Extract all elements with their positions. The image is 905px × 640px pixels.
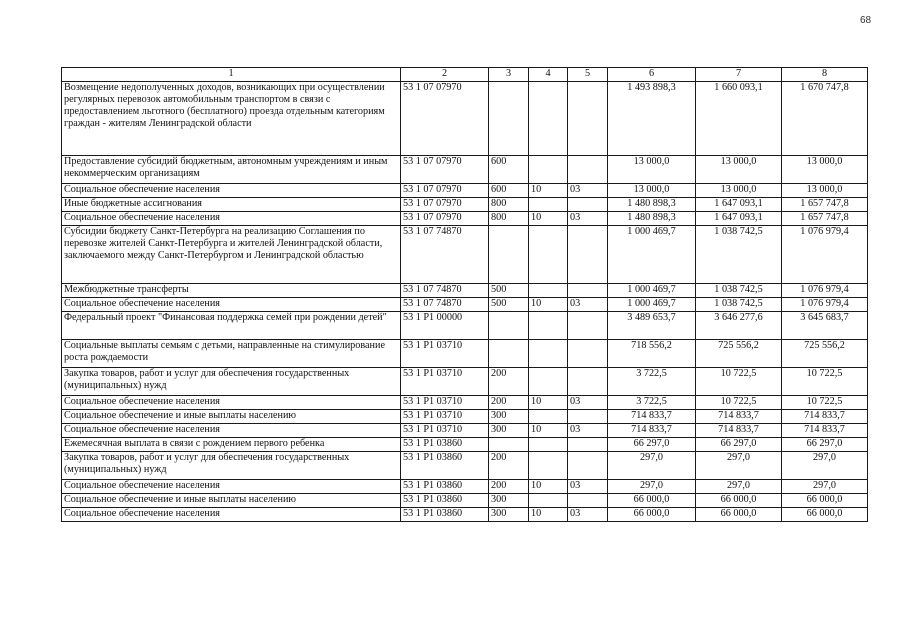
section-cell bbox=[529, 198, 568, 212]
target-article-cell: 53 1 07 07970 bbox=[401, 82, 489, 156]
row-name-cell: Социальное обеспечение населения bbox=[62, 184, 401, 198]
table-row bbox=[62, 340, 868, 368]
target-article-cell: 53 1 P1 03710 bbox=[401, 368, 489, 396]
expense-type-cell bbox=[489, 312, 529, 340]
expense-type-cell bbox=[489, 226, 529, 284]
table-row bbox=[62, 156, 868, 184]
row-name-cell: Межбюджетные трансферты bbox=[62, 284, 401, 298]
subsection-cell bbox=[568, 312, 608, 340]
expense-type-cell: 300 bbox=[489, 508, 529, 522]
section-cell bbox=[529, 82, 568, 156]
subsection-cell bbox=[568, 226, 608, 284]
expense-type-cell: 500 bbox=[489, 284, 529, 298]
header-cell: 3 bbox=[489, 68, 529, 82]
amount-year1-cell: 66 000,0 bbox=[608, 494, 696, 508]
amount-year2-cell: 297,0 bbox=[696, 452, 782, 480]
target-article-cell: 53 1 P1 03860 bbox=[401, 452, 489, 480]
amount-year2-cell: 10 722,5 bbox=[696, 368, 782, 396]
row-name-cell: Субсидии бюджету Санкт-Петербурга на реализацию Соглашения по перевозке жителей Санкт-Петербурга и жителей Ленинградской области, заключаемого между Санкт-Петербургом и Ленинградской областью bbox=[62, 226, 401, 284]
amount-year3-cell: 3 645 683,7 bbox=[782, 312, 868, 340]
target-article-cell: 53 1 07 74870 bbox=[401, 284, 489, 298]
target-article-cell: 53 1 P1 00000 bbox=[401, 312, 489, 340]
section-cell: 10 bbox=[529, 298, 568, 312]
amount-year1-cell: 13 000,0 bbox=[608, 184, 696, 198]
expense-type-cell: 200 bbox=[489, 480, 529, 494]
amount-year2-cell: 1 038 742,5 bbox=[696, 226, 782, 284]
row-name-cell: Социальное обеспечение населения bbox=[62, 508, 401, 522]
amount-year2-cell: 297,0 bbox=[696, 480, 782, 494]
table-row bbox=[62, 212, 868, 226]
amount-year2-cell: 725 556,2 bbox=[696, 340, 782, 368]
expense-type-cell: 300 bbox=[489, 410, 529, 424]
section-cell: 10 bbox=[529, 508, 568, 522]
expense-type-cell: 300 bbox=[489, 494, 529, 508]
amount-year1-cell: 297,0 bbox=[608, 452, 696, 480]
section-cell bbox=[529, 156, 568, 184]
row-name-cell: Закупка товаров, работ и услуг для обеспечения государственных (муниципальных) нужд bbox=[62, 452, 401, 480]
amount-year1-cell: 1 480 898,3 bbox=[608, 212, 696, 226]
subsection-cell bbox=[568, 452, 608, 480]
subsection-cell: 03 bbox=[568, 480, 608, 494]
amount-year1-cell: 1 000 469,7 bbox=[608, 226, 696, 284]
target-article-cell: 53 1 P1 03710 bbox=[401, 396, 489, 410]
section-cell bbox=[529, 452, 568, 480]
row-name-cell: Социальные выплаты семьям с детьми, направленные на стимулирование роста рождаемости bbox=[62, 340, 401, 368]
table-row bbox=[62, 452, 868, 480]
expense-type-cell: 200 bbox=[489, 396, 529, 410]
table-row bbox=[62, 82, 868, 156]
subsection-cell bbox=[568, 438, 608, 452]
header-cell: 5 bbox=[568, 68, 608, 82]
amount-year1-cell: 297,0 bbox=[608, 480, 696, 494]
amount-year1-cell: 718 556,2 bbox=[608, 340, 696, 368]
row-name-cell: Предоставление субсидий бюджетным, автономным учреждениям и иным некоммерческим организациям bbox=[62, 156, 401, 184]
header-cell: 7 bbox=[696, 68, 782, 82]
amount-year3-cell: 1 657 747,8 bbox=[782, 212, 868, 226]
amount-year2-cell: 1 647 093,1 bbox=[696, 212, 782, 226]
row-name-cell: Возмещение недополученных доходов, возникающих при осуществлении регулярных перевозок автомобильным транспортом в связи с предоставлением льготного (бесплатного) проезда отдельным категориям граждан - жителям Ленинградской области bbox=[62, 82, 401, 156]
target-article-cell: 53 1 07 74870 bbox=[401, 298, 489, 312]
amount-year3-cell: 714 833,7 bbox=[782, 424, 868, 438]
amount-year3-cell: 66 000,0 bbox=[782, 494, 868, 508]
amount-year2-cell: 1 038 742,5 bbox=[696, 298, 782, 312]
subsection-cell bbox=[568, 494, 608, 508]
amount-year1-cell: 714 833,7 bbox=[608, 424, 696, 438]
expense-type-cell: 800 bbox=[489, 212, 529, 226]
table-row bbox=[62, 508, 868, 522]
header-cell: 8 bbox=[782, 68, 868, 82]
table-row bbox=[62, 298, 868, 312]
target-article-cell: 53 1 P1 03860 bbox=[401, 480, 489, 494]
table-row bbox=[62, 198, 868, 212]
row-name-cell: Федеральный проект "Финансовая поддержка семей при рождении детей" bbox=[62, 312, 401, 340]
amount-year3-cell: 297,0 bbox=[782, 480, 868, 494]
amount-year3-cell: 1 657 747,8 bbox=[782, 198, 868, 212]
target-article-cell: 53 1 P1 03860 bbox=[401, 508, 489, 522]
amount-year3-cell: 13 000,0 bbox=[782, 184, 868, 198]
table-row bbox=[62, 284, 868, 298]
amount-year1-cell: 3 722,5 bbox=[608, 396, 696, 410]
expense-type-cell: 800 bbox=[489, 198, 529, 212]
amount-year1-cell: 1 000 469,7 bbox=[608, 298, 696, 312]
table-row bbox=[62, 226, 868, 284]
row-name-cell: Социальное обеспечение и иные выплаты населению bbox=[62, 410, 401, 424]
row-name-cell: Закупка товаров, работ и услуг для обеспечения государственных (муниципальных) нужд bbox=[62, 368, 401, 396]
amount-year3-cell: 66 000,0 bbox=[782, 508, 868, 522]
subsection-cell: 03 bbox=[568, 424, 608, 438]
section-cell: 10 bbox=[529, 396, 568, 410]
section-cell: 10 bbox=[529, 480, 568, 494]
subsection-cell bbox=[568, 410, 608, 424]
header-cell: 6 bbox=[608, 68, 696, 82]
amount-year1-cell: 3 722,5 bbox=[608, 368, 696, 396]
amount-year2-cell: 66 297,0 bbox=[696, 438, 782, 452]
subsection-cell bbox=[568, 82, 608, 156]
section-cell bbox=[529, 438, 568, 452]
subsection-cell: 03 bbox=[568, 508, 608, 522]
amount-year3-cell: 714 833,7 bbox=[782, 410, 868, 424]
row-name-cell: Социальное обеспечение населения bbox=[62, 396, 401, 410]
section-cell: 10 bbox=[529, 184, 568, 198]
section-cell: 10 bbox=[529, 212, 568, 226]
amount-year3-cell: 13 000,0 bbox=[782, 156, 868, 184]
target-article-cell: 53 1 P1 03860 bbox=[401, 438, 489, 452]
amount-year2-cell: 1 660 093,1 bbox=[696, 82, 782, 156]
header-cell: 4 bbox=[529, 68, 568, 82]
section-cell bbox=[529, 410, 568, 424]
section-cell: 10 bbox=[529, 424, 568, 438]
target-article-cell: 53 1 P1 03710 bbox=[401, 340, 489, 368]
expense-type-cell bbox=[489, 82, 529, 156]
expense-type-cell: 300 bbox=[489, 424, 529, 438]
table-row bbox=[62, 410, 868, 424]
amount-year2-cell: 714 833,7 bbox=[696, 410, 782, 424]
amount-year1-cell: 66 000,0 bbox=[608, 508, 696, 522]
target-article-cell: 53 1 07 07970 bbox=[401, 212, 489, 226]
subsection-cell bbox=[568, 284, 608, 298]
target-article-cell: 53 1 P1 03710 bbox=[401, 424, 489, 438]
amount-year3-cell: 10 722,5 bbox=[782, 368, 868, 396]
row-name-cell: Социальное обеспечение населения bbox=[62, 212, 401, 226]
amount-year3-cell: 66 297,0 bbox=[782, 438, 868, 452]
expense-type-cell bbox=[489, 438, 529, 452]
subsection-cell: 03 bbox=[568, 298, 608, 312]
section-cell bbox=[529, 340, 568, 368]
table-row bbox=[62, 184, 868, 198]
amount-year3-cell: 1 076 979,4 bbox=[782, 226, 868, 284]
expense-type-cell: 600 bbox=[489, 156, 529, 184]
amount-year1-cell: 1 493 898,3 bbox=[608, 82, 696, 156]
expense-type-cell: 600 bbox=[489, 184, 529, 198]
section-cell bbox=[529, 312, 568, 340]
section-cell bbox=[529, 494, 568, 508]
target-article-cell: 53 1 P1 03710 bbox=[401, 410, 489, 424]
expense-type-cell: 200 bbox=[489, 452, 529, 480]
table-header-row bbox=[62, 68, 868, 82]
amount-year3-cell: 1 670 747,8 bbox=[782, 82, 868, 156]
amount-year2-cell: 1 647 093,1 bbox=[696, 198, 782, 212]
section-cell bbox=[529, 226, 568, 284]
page-number: 68 bbox=[860, 15, 872, 26]
target-article-cell: 53 1 07 07970 bbox=[401, 198, 489, 212]
amount-year2-cell: 10 722,5 bbox=[696, 396, 782, 410]
expense-type-cell bbox=[489, 340, 529, 368]
target-article-cell: 53 1 P1 03860 bbox=[401, 494, 489, 508]
section-cell bbox=[529, 368, 568, 396]
table-row bbox=[62, 396, 868, 410]
amount-year3-cell: 725 556,2 bbox=[782, 340, 868, 368]
amount-year3-cell: 297,0 bbox=[782, 452, 868, 480]
amount-year2-cell: 13 000,0 bbox=[696, 156, 782, 184]
subsection-cell: 03 bbox=[568, 396, 608, 410]
amount-year3-cell: 10 722,5 bbox=[782, 396, 868, 410]
table-row bbox=[62, 438, 868, 452]
target-article-cell: 53 1 07 07970 bbox=[401, 156, 489, 184]
amount-year1-cell: 1 480 898,3 bbox=[608, 198, 696, 212]
row-name-cell: Социальное обеспечение и иные выплаты населению bbox=[62, 494, 401, 508]
expense-type-cell: 200 bbox=[489, 368, 529, 396]
section-cell bbox=[529, 284, 568, 298]
amount-year2-cell: 66 000,0 bbox=[696, 508, 782, 522]
subsection-cell: 03 bbox=[568, 184, 608, 198]
row-name-cell: Ежемесячная выплата в связи с рождением первого ребенка bbox=[62, 438, 401, 452]
target-article-cell: 53 1 07 07970 bbox=[401, 184, 489, 198]
amount-year1-cell: 13 000,0 bbox=[608, 156, 696, 184]
amount-year3-cell: 1 076 979,4 bbox=[782, 284, 868, 298]
row-name-cell: Иные бюджетные ассигнования bbox=[62, 198, 401, 212]
row-name-cell: Социальное обеспечение населения bbox=[62, 298, 401, 312]
table-row bbox=[62, 480, 868, 494]
subsection-cell bbox=[568, 198, 608, 212]
subsection-cell: 03 bbox=[568, 212, 608, 226]
amount-year2-cell: 714 833,7 bbox=[696, 424, 782, 438]
amount-year2-cell: 13 000,0 bbox=[696, 184, 782, 198]
table-row bbox=[62, 368, 868, 396]
row-name-cell: Социальное обеспечение населения bbox=[62, 424, 401, 438]
amount-year3-cell: 1 076 979,4 bbox=[782, 298, 868, 312]
amount-year1-cell: 714 833,7 bbox=[608, 410, 696, 424]
header-cell: 1 bbox=[62, 68, 401, 82]
subsection-cell bbox=[568, 368, 608, 396]
amount-year2-cell: 1 038 742,5 bbox=[696, 284, 782, 298]
amount-year1-cell: 3 489 653,7 bbox=[608, 312, 696, 340]
table-row bbox=[62, 424, 868, 438]
amount-year1-cell: 1 000 469,7 bbox=[608, 284, 696, 298]
budget-table bbox=[61, 67, 868, 522]
row-name-cell: Социальное обеспечение населения bbox=[62, 480, 401, 494]
expense-type-cell: 500 bbox=[489, 298, 529, 312]
amount-year1-cell: 66 297,0 bbox=[608, 438, 696, 452]
header-cell: 2 bbox=[401, 68, 489, 82]
amount-year2-cell: 66 000,0 bbox=[696, 494, 782, 508]
target-article-cell: 53 1 07 74870 bbox=[401, 226, 489, 284]
amount-year2-cell: 3 646 277,6 bbox=[696, 312, 782, 340]
table-row bbox=[62, 312, 868, 340]
subsection-cell bbox=[568, 156, 608, 184]
subsection-cell bbox=[568, 340, 608, 368]
table-row bbox=[62, 494, 868, 508]
